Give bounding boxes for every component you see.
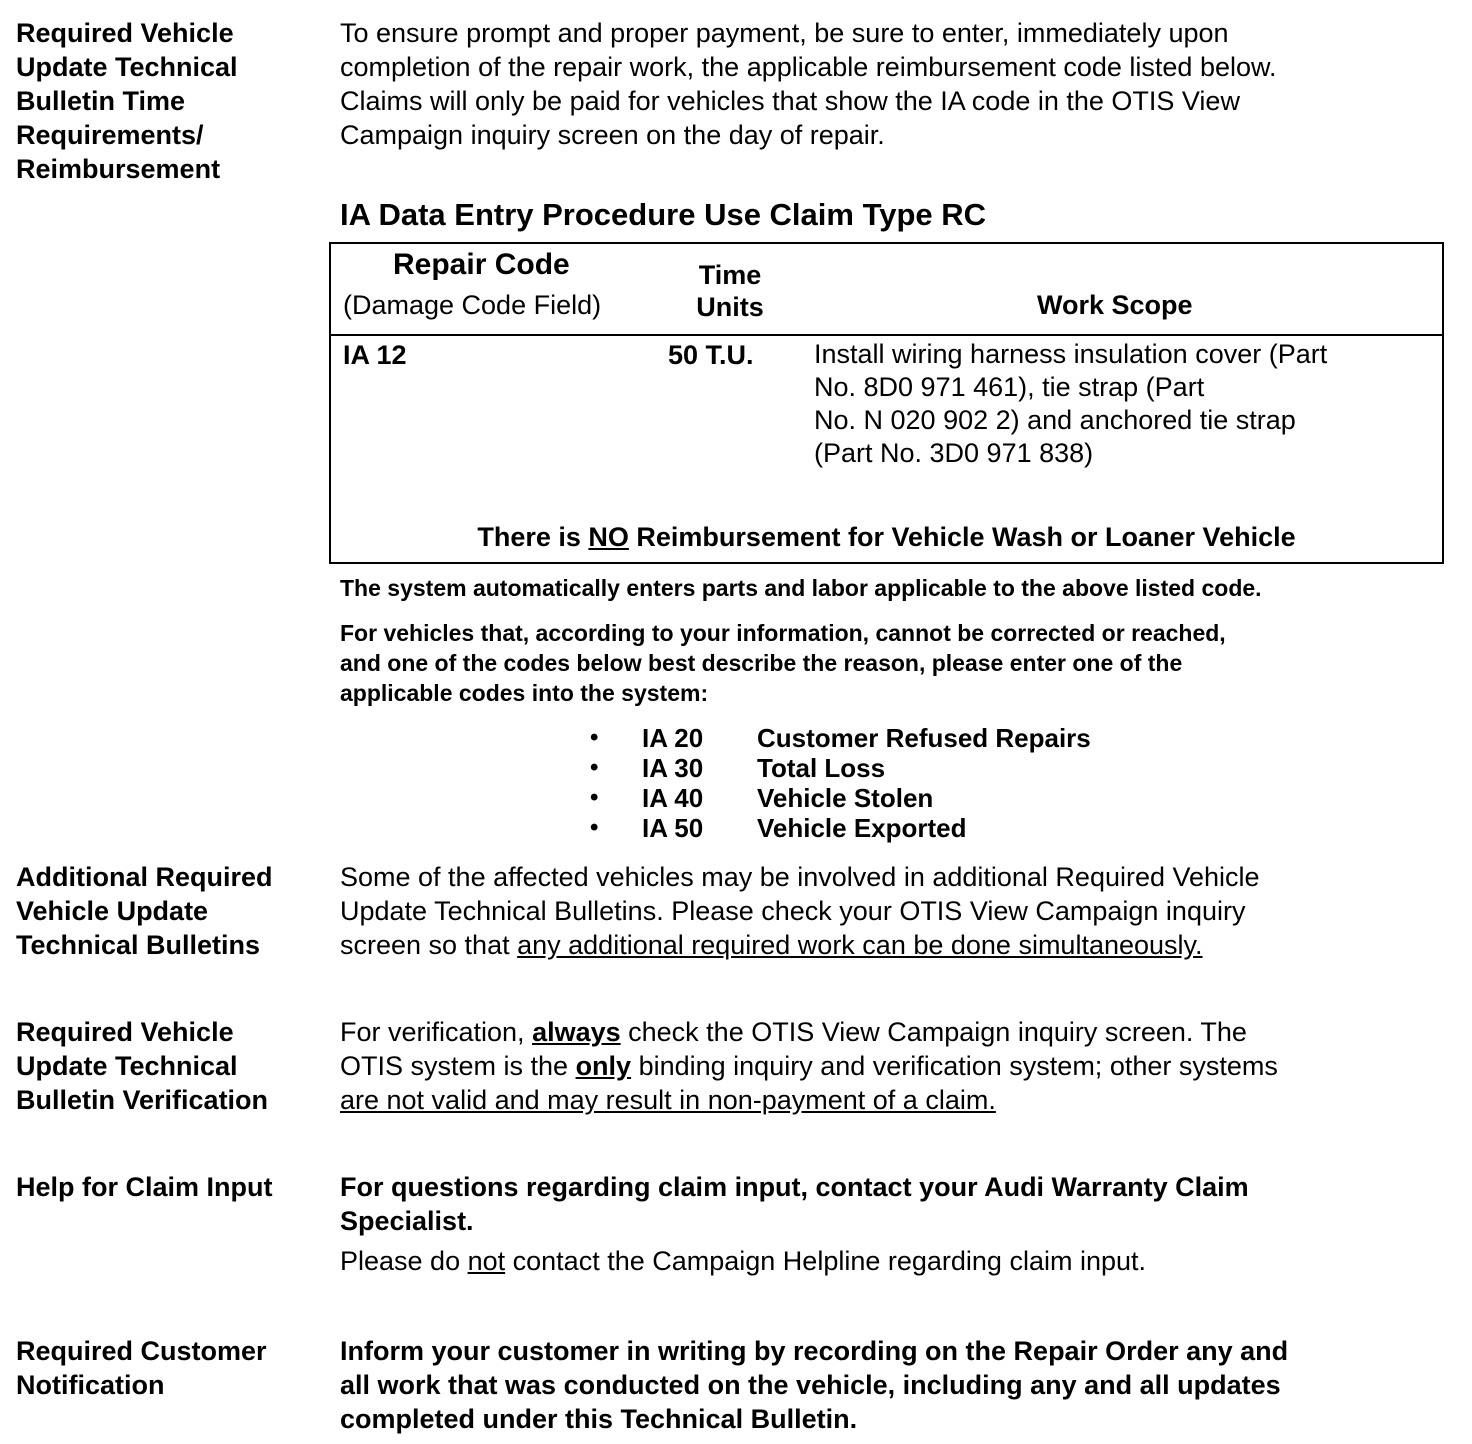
header-divider [331,334,1442,336]
header-work-scope: Work Scope [1037,290,1193,320]
header-time: Time [698,260,762,290]
auto-entry-note: The system automatically enters parts and labor applicable to the above listed code. [340,575,1262,601]
row-code: IA 12 [343,340,407,370]
header-units: Units [696,292,764,322]
bullet-icon: • [590,754,599,781]
time-requirements-text: To ensure prompt and proper payment, be sure to enter, immediately upon completion of the repair work, the applicable reimbursement code listed below. Claims will only be paid for vehicles that show the IA code in the OTIS View Campaign inquiry screen on the day of repair. [340,18,1277,150]
list-item: • IA 30 Total Loss [590,753,886,783]
table-footer: There is NO Reimbursement for Vehicle Wash or Loaner Vehicle [477,522,1296,552]
row-work-scope: Install wiring harness insulation cover (Part No. 8D0 971 461), tie strap (Part No. N 020 902 2) and anchored tie strap (Part No. 3D0 971 838) [814,339,1328,468]
customer-notification-label: Required Customer Notification [16,1336,267,1400]
row-time-units: 50 T.U. [668,340,754,370]
reimbursement-table [329,242,1444,564]
bullet-icon: • [590,724,599,751]
list-item: • IA 20 Customer Refused Repairs [590,723,1091,753]
verification-text: For verification, always check the OTIS View Campaign inquiry screen. The OTIS system is the only binding inquiry and verification system; other systems are not valid and may result in non-payment of a claim. [340,1017,1278,1115]
help-label: Help for Claim Input [16,1172,273,1202]
customer-notification-text: Inform your customer in writing by recording on the Repair Order any and all work that was conducted on the vehicle, including any and all updates completed under this Technical Bulletin. [340,1336,1289,1434]
additional-bulletins-text: Some of the affected vehicles may be involved in additional Required Vehicle Update Technical Bulletins. Please check your OTIS View Campaign inquiry screen so that any additional required work can be done simultaneously. [340,862,1260,960]
list-item: • IA 40 Vehicle Stolen [590,783,934,813]
help-text: For questions regarding claim input, contact your Audi Warranty Claim Specialist. Please do not contact the Campaign Helpline regarding claim input. [340,1172,1249,1276]
bullet-icon: • [590,814,599,841]
uncorrectable-note: For vehicles that, according to your information, cannot be corrected or reached, and one of the codes below best describe the reason, please enter one of the applicable codes into the system: [340,620,1226,706]
table-title: IA Data Entry Procedure Use Claim Type RC [340,197,987,232]
verification-label: Required Vehicle Update Technical Bulletin Verification [16,1017,269,1115]
header-repair-code: Repair Code [393,248,570,281]
bullet-icon: • [590,784,599,811]
time-requirements-label: Required Vehicle Update Technical Bulletin Time Requirements/ Reimbursement [16,18,238,184]
header-repair-code-sub: (Damage Code Field) [343,290,602,320]
list-item: • IA 50 Vehicle Exported [590,813,967,843]
additional-bulletins-label: Additional Required Vehicle Update Technical Bulletins [16,862,273,960]
